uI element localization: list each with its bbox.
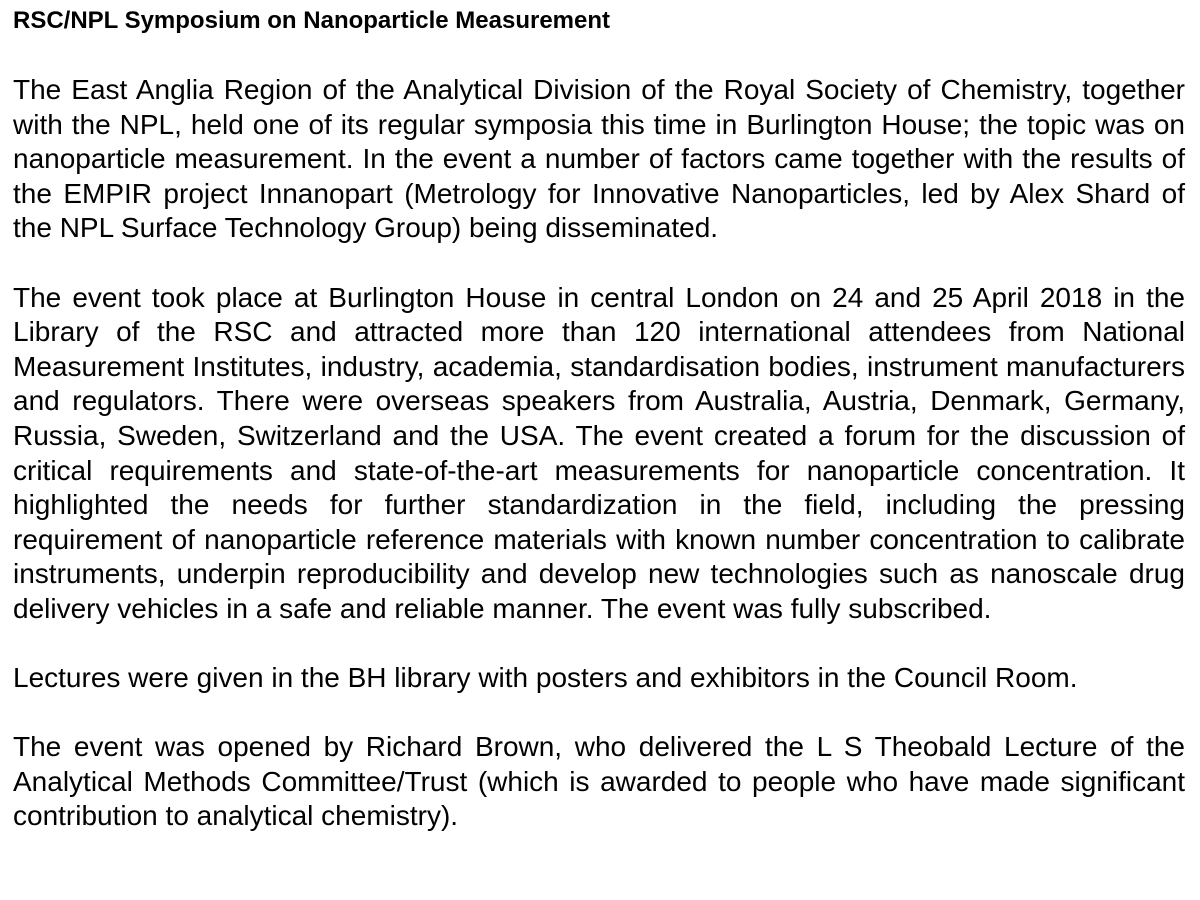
paragraph-intro: The East Anglia Region of the Analytical Division of the Royal Society of Chemistry, together with the NPL, held one of its regular symposia this time in Burlington House; the topic was on nanoparticle measurement. In the event a number of factors came together with the results of the EMPIR project Innanopart (Metrology for Innovative Nanoparticles, led by Alex Shard of the NPL Surface Technology Group) being disseminated. <box>13 74 1185 244</box>
paragraph-lectures: Lectures were given in the BH library with posters and exhibitors in the Council Room. <box>13 662 1078 694</box>
document-title: RSC/NPL Symposium on Nanoparticle Measurement <box>13 7 611 34</box>
paragraph-opening: The event was opened by Richard Brown, who delivered the L S Theobald Lecture of the Analytical Methods Committee/Trust (which is awarded to people who have made significant contribution to analytical chemistry). <box>13 731 1185 832</box>
paragraph-event-details: The event took place at Burlington House in central London on 24 and 25 April 2018 in the Library of the RSC and attracted more than 120 international attendees from National Measurement Institutes, industry, academia, standardisation bodies, instrument manufacturers and regulators. There were overseas speakers from Australia, Austria, Denmark, Germany, Russia, Sweden, Switzerland and the USA. The event created a forum for the discussion of critical requirements and state-of-the-art measurements for nanoparticle concentration. It highlighted the needs for further standardization in the field, including the pressing requirement of nanoparticle reference materials with known number concentration to calibrate instruments, underpin reproducibility and develop new technologies such as nanoscale drug delivery vehicles in a safe and reliable manner. The event was fully subscribed. <box>13 281 1185 624</box>
